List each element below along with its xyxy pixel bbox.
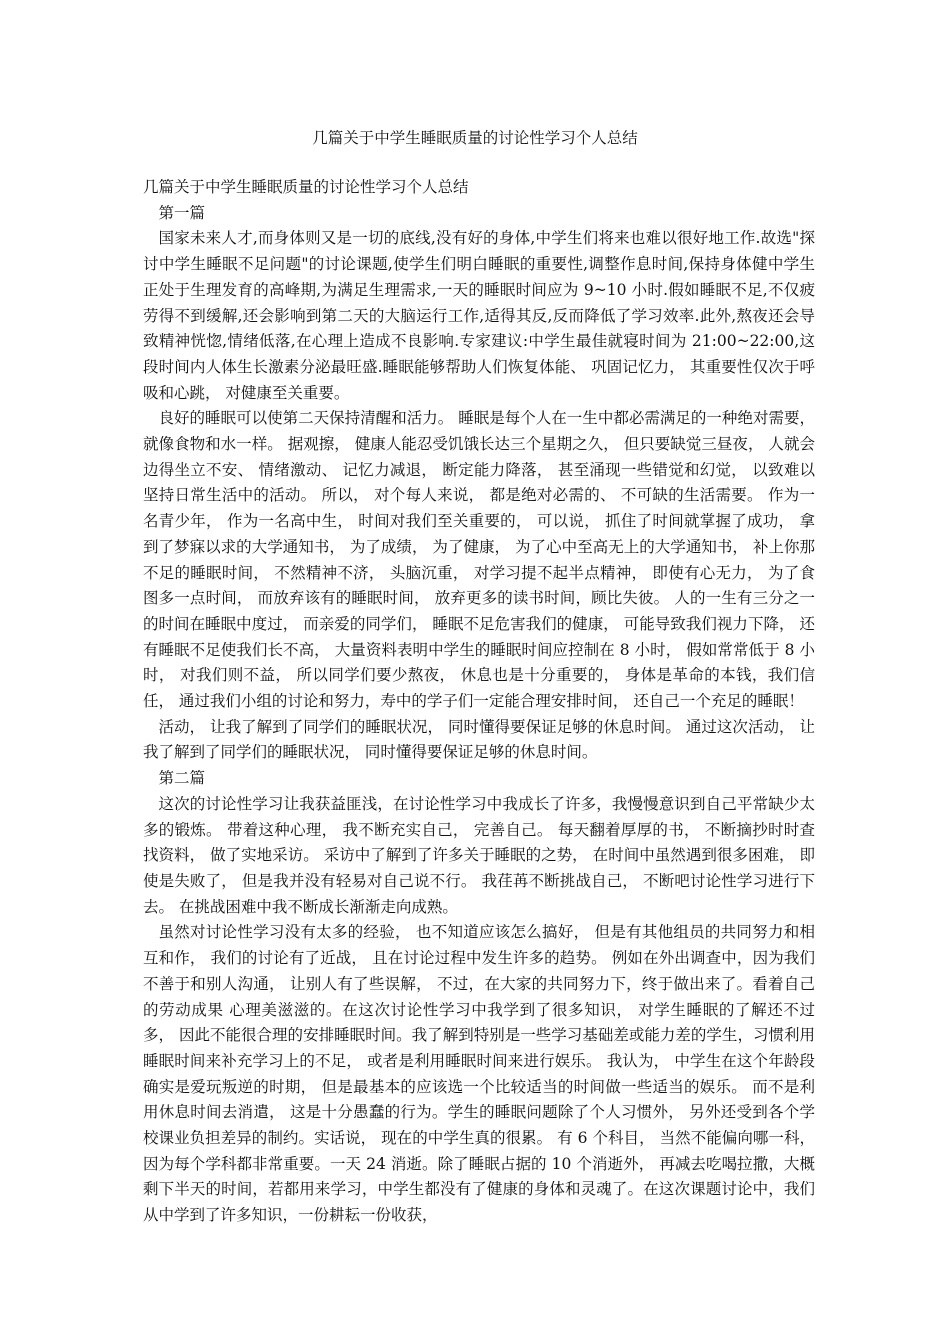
- paragraph: 良好的睡眠可以使第二天保持清醒和活力。 睡眠是每个人在一生中都必需满足的一种绝对需要， 就像食物和水一样。 据观擦， 健康人能忍受饥饿长达三个星期之久， 但只要缺觉三昼夜， 人就会边得坐立不安、 情绪激动、 记忆力减退， 断定能力降落， 甚至涌现一些错觉和幻觉， 以致难以坚持日常生活中的活动。 所以， 对个每人来说， 都是绝对必需的、 不可缺的生活需要。 作为一名青少年， 作为一名高中生， 时间对我们至关重要的， 可以说， 抓住了时间就掌握了成功， 拿到了梦寐以求的大学通知书， 为了成绩， 为了健康， 为了心中至高无上的大学通知书， 补上你那不足的睡眠时间， 不然精神不济， 头脑沉重， 对学习提不起半点精神， 即使有心无力， 为了食图多一点时间， 而放弃该有的睡眠时间， 放弃更多的读书时间，顾比失彼。 人的一生有三分之一的时间在睡眠中度过， 而亲爱的同学们， 睡眠不足危害我们的健康， 可能导致我们视力下降， 还有睡眠不足使我们长不高， 大量资料表明中学生的睡眠时间应控制在 8 小时， 假如常常低于 8 小时， 对我们则不益， 所以同学们要少熬夜， 休息也是十分重要的， 身体是革命的本钱，我们信任， 通过我们小组的讨论和努力，寿中的学子们一定能合理安排时间， 还自己一个充足的睡眠！: [143, 409, 815, 711]
- paragraph: 国家未来人才,而身体则又是一切的底线,没有好的身体,中学生们将来也难以很好地工作.故选"探讨中学生睡眠不足问题"的讨论课题,使学生们明白睡眠的重要性,调整作息时间,保持身体健中学生正处于生理发育的高峰期,为满足生理需求,一天的睡眠时间应为 9~10 小时.假如睡眠不足,不仅疲劳得不到缓解,还会影响到第二天的大脑运行工作,适得其反,反而降低了学习效率.此外,熬夜还会导致精神恍惚,情绪低落,在心理上造成不良影响.专家建议:中学生最佳就寝时间为 21:00~22:00,这段时间内人体生长激素分泌最旺盛.睡眠能够帮助人们恢复体能、 巩固记忆力， 其重要性仅次于呼吸和心跳， 对健康至关重要。: [143, 229, 815, 402]
- document-subtitle: 几篇关于中学生睡眠质量的讨论性学习个人总结: [143, 178, 469, 196]
- paragraph: 虽然对讨论性学习没有太多的经验， 也不知道应该怎么搞好， 但是有其他组员的共同努力和相互和作， 我们的讨论有了近战， 且在讨论过程中发生许多的趋势。 例如在外出调查中，因为我们不善于和别人沟通， 让别人有了些误解， 不过，在大家的共同努力下，终于做出来了。看着自己的劳动成果 心理美滋滋的。在这次讨论性学习中我学到了很多知识， 对学生睡眠的了解还不过多， 因此不能很合理的安排睡眠时间。我了解到特别是一些学习基础差或能力差的学生，习惯利用睡眠时间来补充学习上的不足， 或者是利用睡眠时间来进行娱乐。 我认为， 中学生在这个年龄段确实是爱玩叛逆的时期， 但是最基本的应该选一个比较适当的时间做一些适当的娱乐。 而不是利用休息时间去消遣， 这是十分愚蠢的行为。学生的睡眠问题除了个人习惯外， 另外还受到各个学校课业负担差异的制约。实话说， 现在的中学生真的很累。 有 6 个科目， 当然不能偏向哪一科， 因为每个学科都非常重要。一天 24 消逝。除了睡眠占据的 10 个消逝外， 再减去吃喝拉撒，大概剩下半天的时间，若都用来学习，中学生都没有了健康的身体和灵魂了。在这次课题讨论中，我们从中学到了许多知识，一份耕耘一份收获，: [143, 923, 815, 1225]
- section-heading-second: 第二篇: [158, 769, 206, 788]
- section-heading-first: 第一篇: [158, 203, 206, 222]
- paragraph: 这次的讨论性学习让我获益匪浅，在讨论性学习中我成长了许多，我慢慢意识到自己平常缺少太多的锻炼。 带着这种心理， 我不断充实自己， 完善自己。 每天翻着厚厚的书， 不断摘抄时时查找资料， 做了实地采访。 采访中了解到了许多关于睡眠的之势， 在时间中虽然遇到很多困难， 即使是失败了， 但是我并没有轻易对自己说不行。 我荏苒不断挑战自己， 不断吧讨论性学习进行下去。 在挑战困难中我不断成长渐渐走向成熟。: [143, 794, 815, 916]
- paragraph: 活动， 让我了解到了同学们的睡眠状况， 同时懂得要保证足够的休息时间。 通过这次活动， 让我了解到了同学们的睡眠状况， 同时懂得要保证足够的休息时间。: [143, 717, 815, 762]
- document-body: [143, 175, 815, 1229]
- page-title: 几篇关于中学生睡眠质量的讨论性学习个人总结: [312, 129, 638, 147]
